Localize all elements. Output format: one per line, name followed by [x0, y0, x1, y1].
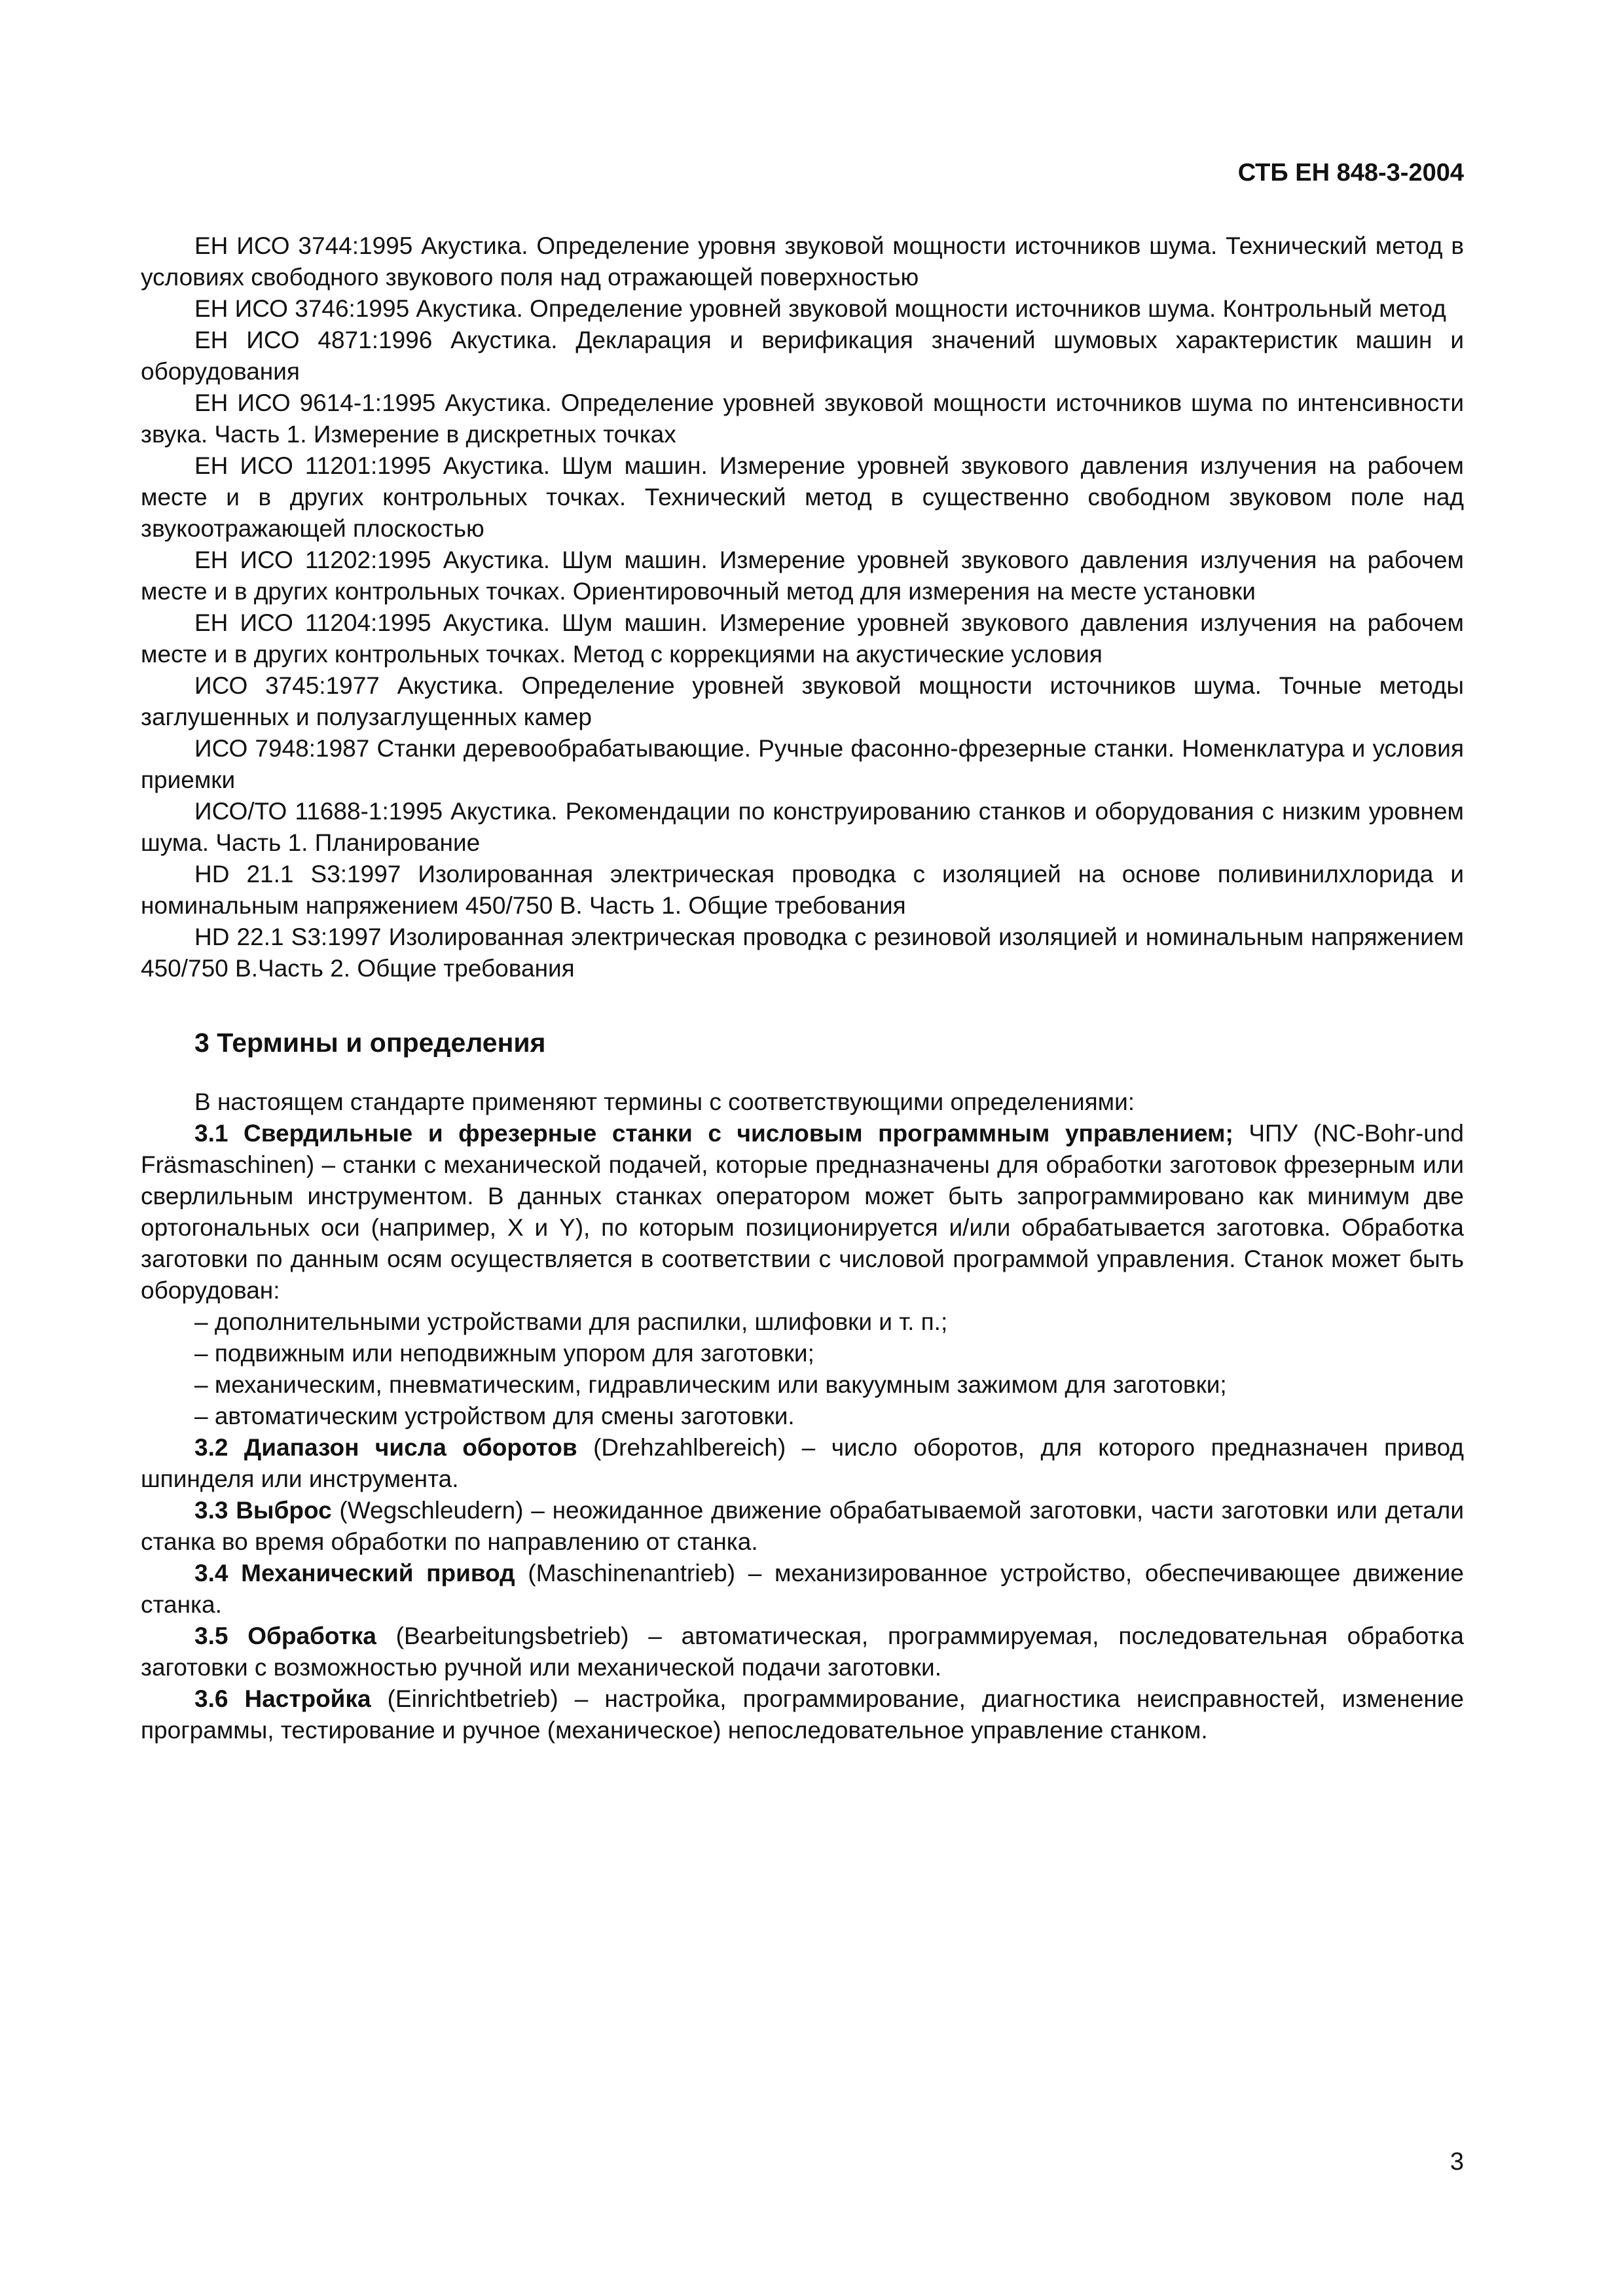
list-item: – дополнительными устройствами для распилки, шлифовки и т. п.; [194, 1308, 948, 1335]
reference-item: ЕН ИСО 4871:1996 Акустика. Декларация и верификация значений шумовых характеристик машин и оборудования [141, 327, 1464, 385]
term-title: 3.2 Диапазон числа оборотов [194, 1434, 577, 1461]
reference-item: ЕН ИСО 3744:1995 Акустика. Определение уровня звуковой мощности источников шума. Технический метод в условиях свободного звукового поля над отражающей поверхностью [141, 232, 1464, 291]
list-item: – автоматическим устройством для смены заготовки. [194, 1403, 795, 1429]
term-definition-3-4 [141, 1558, 1464, 1621]
term-definition-3-3 [141, 1495, 1464, 1558]
term-title: 3.1 Свердильные и фрезерные станки с числовым программным управлением; [194, 1120, 1233, 1147]
term-definition-3-6 [141, 1683, 1464, 1746]
section-intro: В настоящем стандарте применяют термины с соответствующими определениями: [194, 1088, 1135, 1115]
reference-item: ЕН ИСО 3746:1995 Акустика. Определение уровней звуковой мощности источников шума. Контрольный метод [194, 295, 1446, 322]
reference-item: ЕН ИСО 11201:1995 Акустика. Шум машин. Измерение уровней звукового давления излучения на рабочем месте и в других контрольных точках. Технический метод в существенно свободном звуковом поле над звукоотражающей плоскостью [141, 452, 1464, 542]
reference-item: HD 22.1 S3:1997 Изолированная электрическая проводка с резиновой изоляцией и номинальным напряжением 450/750 В.Часть 2. Общие требования [141, 924, 1464, 982]
term-title: 3.3 Выброс [194, 1497, 332, 1524]
page-content [141, 230, 1464, 1746]
reference-item: ИСО 7948:1987 Станки деревообрабатывающие. Ручные фасонно-фрезерные станки. Номенклатура и условия приемки [141, 735, 1464, 793]
term-definition-3-5 [141, 1621, 1464, 1683]
reference-item: ЕН ИСО 9614-1:1995 Акустика. Определение уровней звуковой мощности источников шума по интенсивности звука. Часть 1. Измерение в дискретных точках [141, 389, 1464, 448]
list-item: – механическим, пневматическим, гидравлическим или вакуумным зажимом для заготовки; [194, 1371, 1227, 1398]
term-title: 3.4 Механический привод [194, 1560, 515, 1587]
term-text: (Bearbeitungsbetrieb) – автоматическая, программируемая, последовательная обработка заготовки с возможностью ручной или механической подачи заготовки. [141, 1623, 1465, 1681]
term-definition-3-2 [141, 1432, 1464, 1495]
reference-item: ИСО/ТО 11688-1:1995 Акустика. Рекомендации по конструированию станков и оборудования с низким уровнем шума. Часть 1. Планирование [141, 798, 1464, 856]
reference-item: HD 21.1 S3:1997 Изолированная электрическая проводка с изоляцией на основе поливинилхлорида и номинальным напряжением 450/750 В. Часть 1. Общие требования [141, 861, 1464, 919]
list-item: – подвижным или неподвижным упором для заготовки; [194, 1340, 814, 1367]
reference-item: ЕН ИСО 11202:1995 Акустика. Шум машин. Измерение уровней звукового давления излучения на рабочем месте и в других контрольных точках. Ориентировочный метод для измерения на месте установки [141, 547, 1464, 605]
reference-item: ИСО 3745:1977 Акустика. Определение уровней звуковой мощности источников шума. Точные методы заглушенных и полузаглущенных камер [141, 672, 1464, 730]
term-text: ЧПУ (NC-Bohr-und Fräsmaschinen) – станки с механической подачей, которые предназначены для обработки заготовок фрезерным или сверлильным инструментом. В данных станках оператором может быть запрограммировано как минимум две ортогональных оси (например, X и Y), по которым позиционируется и/или обрабатывается заготовка. Обработка заготовки по данным осям осуществляется в соответствии с числовой программой управления. Станок может быть оборудован: [141, 1120, 1464, 1304]
term-text: (Wegschleudern) – неожиданное движение обрабатываемой заготовки, части заготовки или детали станка во время обработки по направлению от станка. [141, 1497, 1464, 1555]
equipment-list [141, 1306, 1464, 1432]
term-definition-3-1 [141, 1118, 1464, 1306]
reference-item: ЕН ИСО 11204:1995 Акустика. Шум машин. Измерение уровней звукового давления излучения на рабочем месте и в других контрольных точках. Метод с коррекциями на акустические условия [141, 609, 1464, 668]
term-title: 3.6 Настройка [194, 1685, 371, 1712]
terms-section [141, 1086, 1464, 1746]
section-heading: 3 Термины и определения [194, 1028, 546, 1058]
normative-references-list [141, 230, 1464, 984]
term-text: (Maschinenantrieb) – механизированное устройство, обеспечивающее движение станка. [141, 1560, 1464, 1618]
term-title: 3.5 Обработка [194, 1623, 376, 1649]
term-text: (Drehzahlbereich) – число оборотов, для которого предназначен привод шпинделя или инструмента. [141, 1434, 1464, 1492]
page-number: 3 [1450, 2148, 1464, 2176]
term-text: (Einrichtbetrieb) – настройка, программирование, диагностика неисправностей, изменение программы, тестирование и ручное (механическое) непоследовательное управление станком. [141, 1685, 1464, 1744]
document-code-header: СТБ ЕН 848-3-2004 [1237, 159, 1464, 187]
